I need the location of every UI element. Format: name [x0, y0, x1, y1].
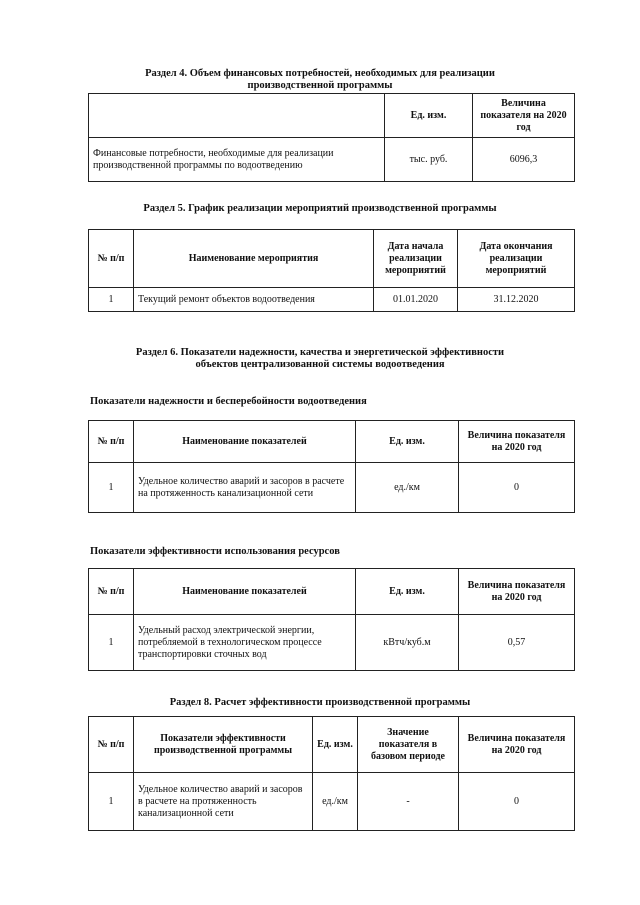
section6-title-line1: Раздел 6. Показатели надежности, качества и энергетической эффективности: [135, 347, 505, 358]
table-header-cell: Значение показателя в базовом периоде: [358, 717, 459, 773]
table-cell: 1: [89, 288, 134, 312]
table-header-cell: Дата начала реализации мероприятий: [374, 230, 458, 288]
efficiency-table: [88, 568, 575, 671]
section4-title-line2: производственной программы: [247, 80, 393, 91]
table-cell: Удельное количество аварий и засоров в расчете на протяженность канализационной сети: [134, 463, 356, 513]
section4-title-line1: Раздел 4. Объем финансовых потребностей, необходимых для реализации: [145, 68, 495, 79]
table-header-row: [89, 421, 575, 463]
table-header-cell: Величина показателя на 2020 год: [459, 421, 575, 463]
table-cell: 01.01.2020: [374, 288, 458, 312]
table-row: [89, 615, 575, 671]
table-header-cell: Ед. изм.: [385, 94, 473, 138]
table-cell: 0: [459, 463, 575, 513]
reliability-table: [88, 420, 575, 513]
table-header-cell: № п/п: [89, 230, 134, 288]
table-row: [89, 288, 575, 312]
table-cell: кВтч/куб.м: [356, 615, 459, 671]
table-cell: Удельный расход электрической энергии, потребляемой в технологическом процессе транспортировки сточных вод: [134, 615, 356, 671]
table-header-cell: Дата окончания реализации мероприятий: [458, 230, 575, 288]
section8-title: Раздел 8. Расчет эффективности производственной программы: [169, 697, 471, 708]
table-header-cell: № п/п: [89, 717, 134, 773]
table-cell: 1: [89, 615, 134, 671]
table-cell: 1: [89, 463, 134, 513]
table-header-row: [89, 230, 575, 288]
table-header-cell: Ед. изм.: [313, 717, 358, 773]
section8-table: [88, 716, 575, 831]
table-header-cell: Ед. изм.: [356, 421, 459, 463]
table-header-row: [89, 94, 575, 138]
section5-title: Раздел 5. График реализации мероприятий производственной программы: [143, 203, 497, 214]
table-header-row: [89, 569, 575, 615]
table-header-cell: Величина показателя на 2020 год: [459, 569, 575, 615]
table-cell: ед./км: [356, 463, 459, 513]
section4-table: [88, 93, 575, 182]
table-header-cell: Наименование показателей: [134, 421, 356, 463]
table-cell: Текущий ремонт объектов водоотведения: [134, 288, 374, 312]
table-cell: -: [358, 773, 459, 831]
table-row: [89, 138, 575, 182]
table-header-cell: Наименование мероприятия: [134, 230, 374, 288]
table-row: [89, 463, 575, 513]
table-cell: 31.12.2020: [458, 288, 575, 312]
table-header-cell: № п/п: [89, 569, 134, 615]
table-cell: 6096,3: [473, 138, 575, 182]
section6-title-line2: объектов централизованной системы водоотведения: [195, 359, 445, 370]
section5-table: [88, 229, 575, 312]
table-row: [89, 773, 575, 831]
table-header-cell: Величина показателя на 2020 год: [459, 717, 575, 773]
table-header-cell: Наименование показателей: [134, 569, 356, 615]
table-cell: 1: [89, 773, 134, 831]
table-cell: Удельное количество аварий и засоров в расчете на протяженность канализационной сети: [134, 773, 313, 831]
table-cell: Финансовые потребности, необходимые для реализации производственной программы по водоотведению: [89, 138, 385, 182]
table-cell: тыс. руб.: [385, 138, 473, 182]
table-header-cell: Ед. изм.: [356, 569, 459, 615]
table-cell: ед./км: [313, 773, 358, 831]
table-header-row: [89, 717, 575, 773]
table-cell: 0: [459, 773, 575, 831]
efficiency-subtitle: Показатели эффективности использования ресурсов: [90, 546, 340, 557]
table-header-cell: № п/п: [89, 421, 134, 463]
table-header-cell: Показатели эффективности производственной программы: [134, 717, 313, 773]
table-header-cell: [89, 94, 385, 138]
table-header-cell: Величина показателя на 2020 год: [473, 94, 575, 138]
reliability-subtitle: Показатели надежности и бесперебойности водоотведения: [90, 396, 367, 407]
table-cell: 0,57: [459, 615, 575, 671]
